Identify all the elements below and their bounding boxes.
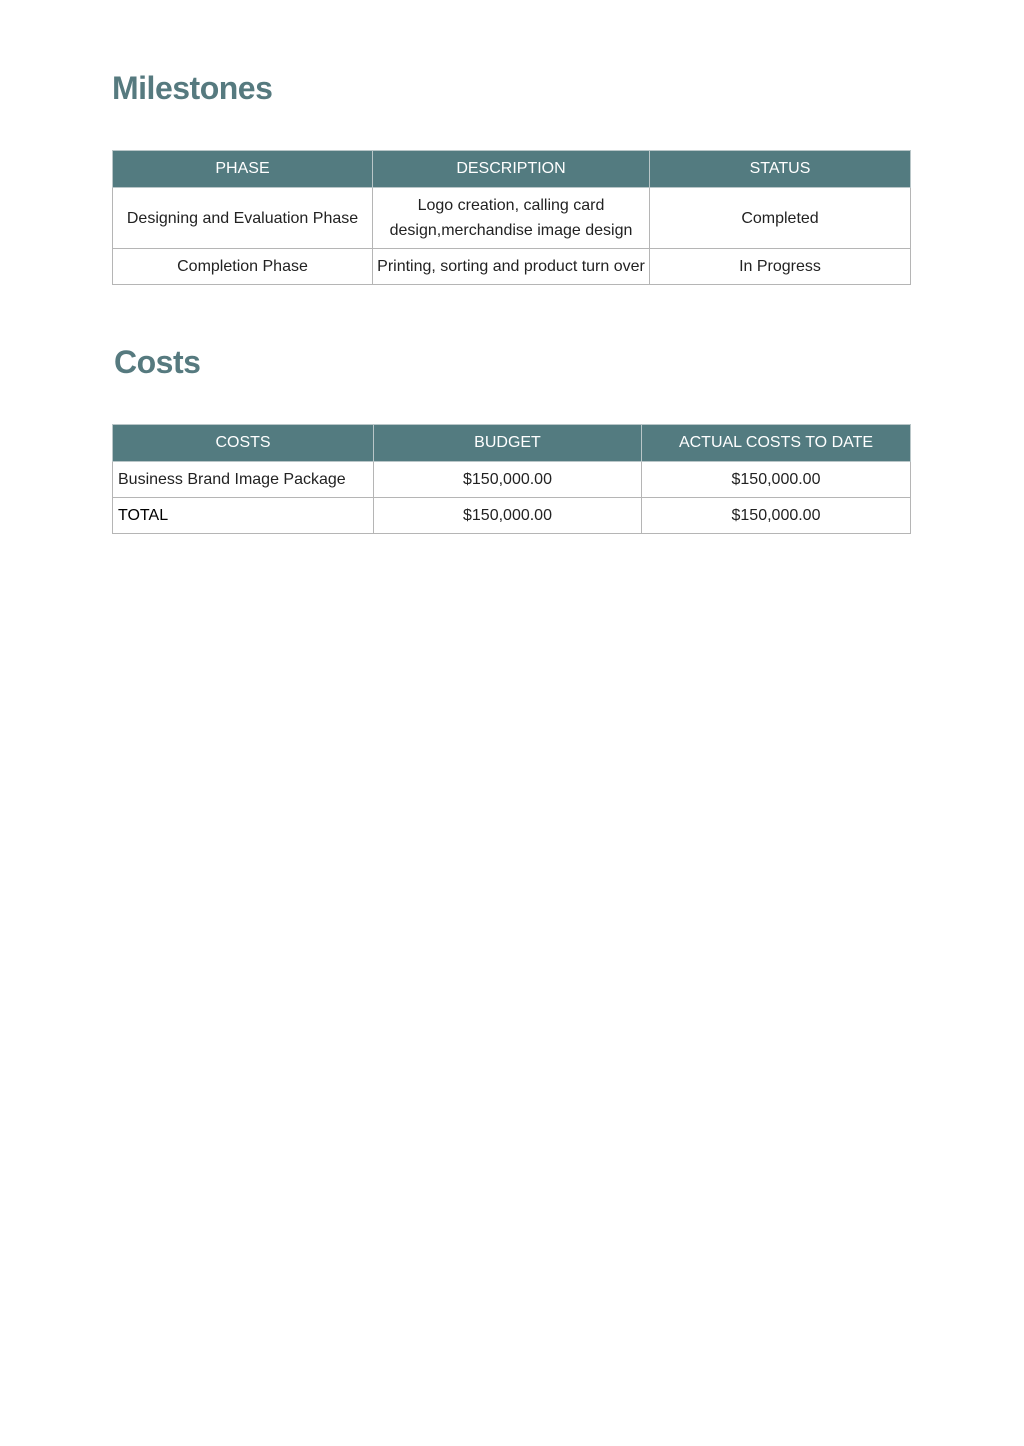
total-label: TOTAL	[113, 498, 374, 534]
actual-cost-cell: $150,000.00	[642, 462, 911, 498]
table-header-row	[113, 151, 911, 188]
budget-cell: $150,000.00	[374, 462, 642, 498]
column-header-phase: PHASE	[113, 151, 373, 188]
column-header-budget: BUDGET	[374, 425, 642, 462]
total-actual-cost: $150,000.00	[642, 498, 911, 534]
column-header-actual-costs: ACTUAL COSTS TO DATE	[642, 425, 911, 462]
column-header-costs: COSTS	[113, 425, 374, 462]
description-cell: Logo creation, calling card design,merchandise image design	[373, 188, 650, 249]
column-header-description: DESCRIPTION	[373, 151, 650, 188]
table-row	[113, 188, 911, 249]
phase-cell: Designing and Evaluation Phase	[113, 188, 373, 249]
costs-heading: Costs	[114, 344, 201, 380]
phase-cell: Completion Phase	[113, 249, 373, 285]
costs-table	[112, 424, 911, 534]
milestones-heading: Milestones	[112, 70, 273, 106]
status-cell: Completed	[650, 188, 911, 249]
total-budget: $150,000.00	[374, 498, 642, 534]
description-cell: Printing, sorting and product turn over	[373, 249, 650, 285]
table-header-row	[113, 425, 911, 462]
table-row	[113, 249, 911, 285]
total-row	[113, 498, 911, 534]
status-cell: In Progress	[650, 249, 911, 285]
cost-item-cell: Business Brand Image Package	[113, 462, 374, 498]
column-header-status: STATUS	[650, 151, 911, 188]
table-row	[113, 462, 911, 498]
milestones-table	[112, 150, 911, 285]
